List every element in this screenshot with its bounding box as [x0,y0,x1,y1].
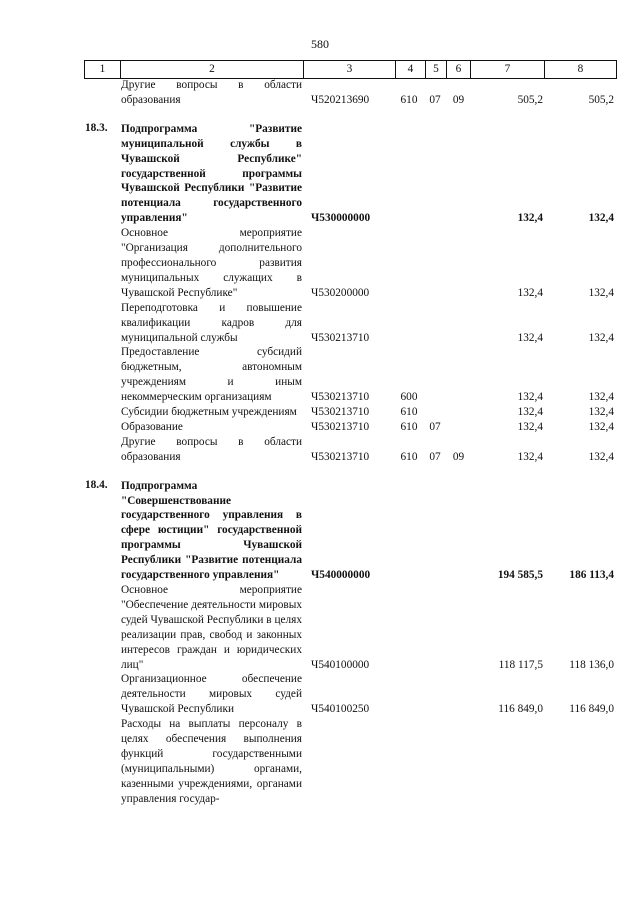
row-code: Ч530000000 [311,212,371,225]
row-name: Основное мероприятие "Обеспечение деятельности мировых судей Чувашской Республики в целях реализации прав, свобод и законных интересов граждан и юридических лиц" [121,584,302,671]
row-name: Расходы на выплаты персоналу в целях обеспечения выполнения функций государственными (муниципальными) органами, казенными учреждениями, органами управления государ- [121,718,302,805]
row-spacer [0,108,640,122]
row-vr: 610 [400,420,418,433]
table-row [0,226,640,301]
row-amount-2: 118 136,0 [569,658,614,671]
row-name: Переподготовка и повышение квалификации кадров для муниципальной службы [121,301,302,344]
row-amount-1: 194 585,5 [497,569,543,582]
row-amount-2: 505,2 [588,93,614,106]
row-code: Ч540100000 [311,658,370,671]
row-pr: 09 [452,450,465,463]
row-amount-1: 132,4 [517,450,543,463]
row-amount-2: 132,4 [588,331,614,344]
column-header-1: 1 [84,61,120,78]
column-header-5: 5 [425,61,446,78]
row-name: Образование [121,420,183,433]
row-name: Организационное обеспечение деятельности мировых судей Чувашской Республики [121,673,302,716]
table-body [0,78,640,807]
table-row [0,420,640,435]
row-amount-2: 132,4 [588,286,614,299]
row-amount-1: 132,4 [517,391,543,404]
row-amount-1: 116 849,0 [498,703,543,716]
row-vr: 600 [400,391,418,404]
row-amount-1: 132,4 [517,286,543,299]
row-rz: 07 [429,93,441,106]
row-name: Основное мероприятие "Организация дополнительного профессионального развития муниципальных служащих в Чувашской Республике" [121,227,302,299]
table-row [0,672,640,717]
table-row [0,583,640,672]
row-vr: 610 [400,450,418,463]
column-header-3: 3 [303,61,395,78]
table-row [0,405,640,420]
row-amount-2: 116 849,0 [569,703,614,716]
row-name: Предоставление субсидий бюджетным, автономным учреждениям и иным некоммерческим организациям [121,346,302,404]
row-amount-2: 132,4 [588,212,614,225]
row-number: 18.3. [85,121,108,134]
table-row [0,435,640,465]
row-code: Ч530213710 [311,450,370,463]
row-code: Ч530213710 [311,331,370,344]
row-amount-1: 132,4 [517,406,543,419]
row-amount-1: 505,2 [517,93,543,106]
table-row [0,479,640,583]
row-amount-2: 132,4 [588,420,614,433]
row-code: Ч530213710 [311,420,370,433]
row-amount-1: 132,4 [517,212,543,225]
row-name: Подпрограмма "Развитие муниципальной службы в Чувашской Республике" государственной программы Чувашской Республики "Развитие потенциала государственного управления" [121,122,302,225]
column-header-2: 2 [120,61,303,78]
row-code: Ч530213710 [311,391,370,404]
column-header-6: 6 [446,61,470,78]
row-rz: 07 [429,420,441,433]
table-row [0,717,640,806]
page-number: 580 [311,37,329,51]
row-pr: 09 [452,93,465,106]
column-header-4: 4 [395,61,425,78]
column-header-7: 7 [470,61,544,78]
row-amount-1: 118 117,5 [498,658,543,671]
row-name: Другие вопросы в области образования [121,79,302,106]
row-name: Другие вопросы в области образования [121,435,302,463]
row-rz: 07 [429,450,441,463]
row-code: Ч530213710 [311,406,370,419]
table-row [0,122,640,226]
table-row [0,78,640,108]
row-name: Подпрограмма "Совершенствование государственного управления в сфере юстиции" государственной программы Чувашской Республики "Развитие потенциала государственного управления" [121,479,302,582]
row-code: Ч520213690 [311,93,370,106]
row-number: 18.4. [85,478,108,491]
column-header-8: 8 [544,61,617,78]
row-amount-2: 132,4 [588,391,614,404]
table-row [0,345,640,405]
row-code: Ч540000000 [311,569,371,582]
table-row [0,301,640,346]
row-spacer [0,465,640,479]
table-header [84,60,617,79]
row-amount-1: 132,4 [517,420,543,433]
row-name: Субсидии бюджетным учреждениям [121,406,297,419]
row-amount-2: 132,4 [588,406,614,419]
row-amount-2: 132,4 [588,450,614,463]
row-vr: 610 [400,406,418,419]
row-amount-2: 186 113,4 [569,569,614,582]
row-code: Ч530200000 [311,286,370,299]
row-amount-1: 132,4 [517,331,543,344]
row-code: Ч540100250 [311,703,370,716]
row-vr: 610 [400,93,418,106]
